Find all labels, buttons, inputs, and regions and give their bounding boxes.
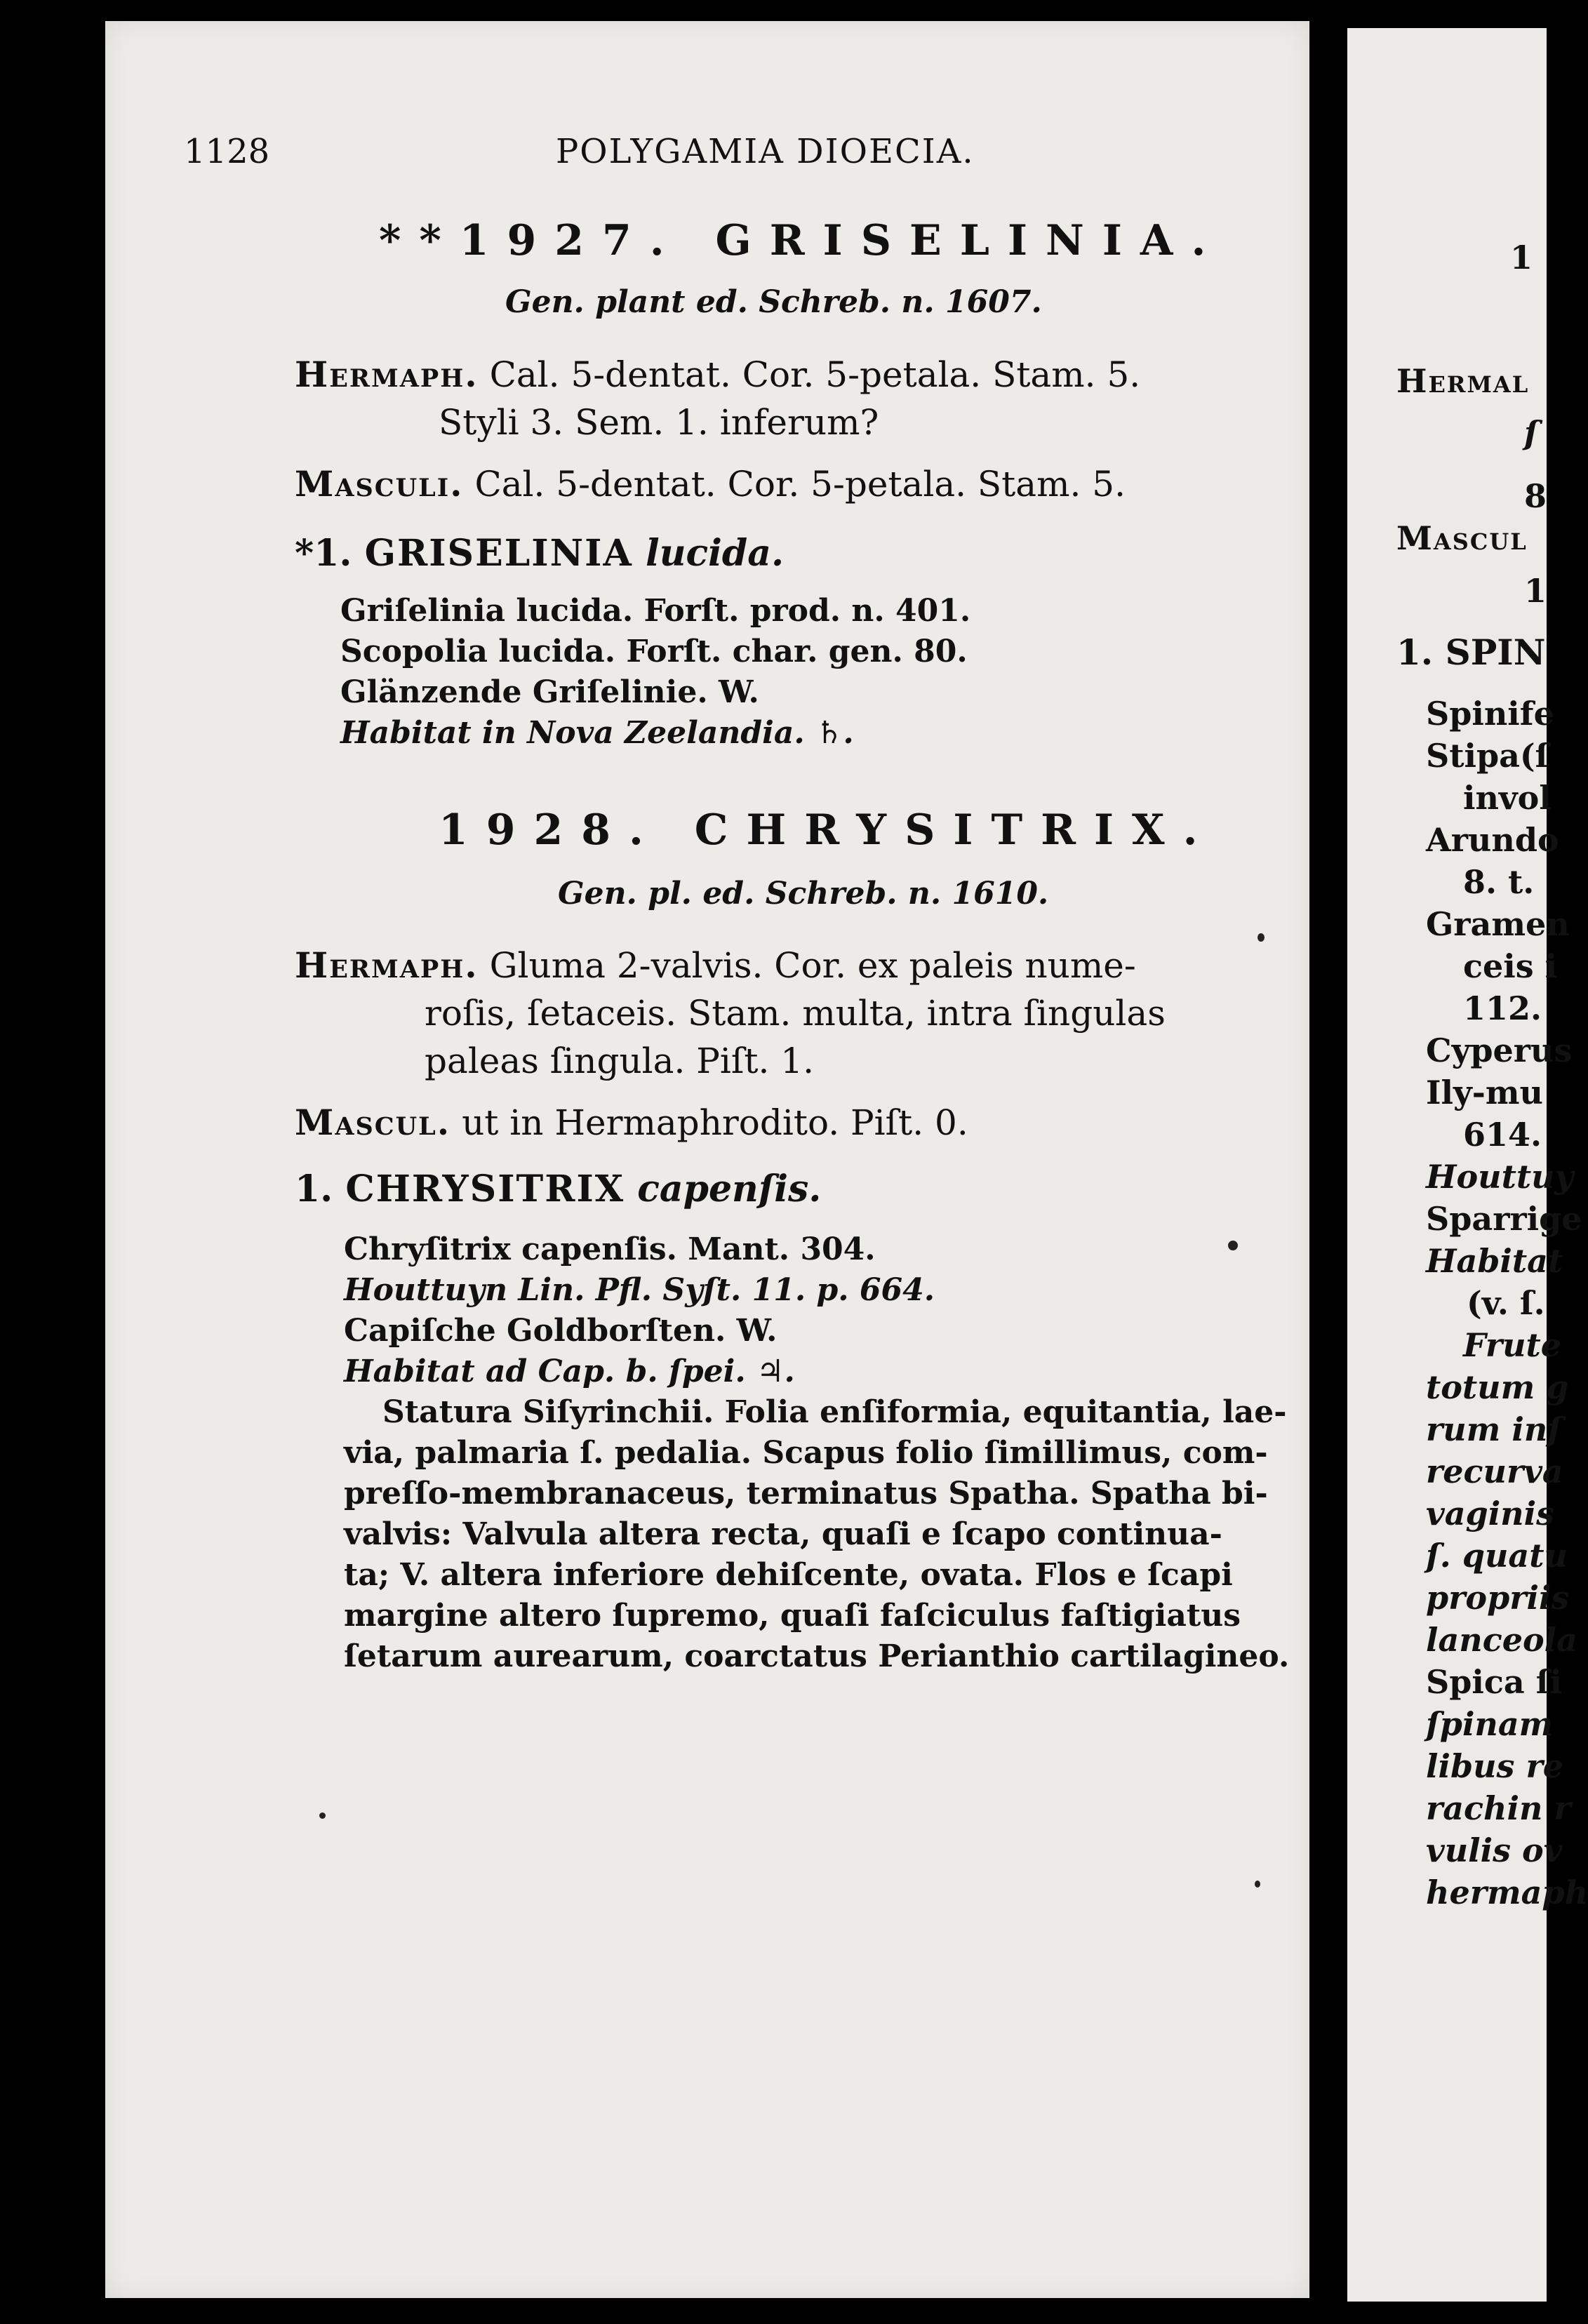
- habitat-line: Habitat ad Cap. b. ſpei. ♃.: [344, 1354, 795, 1389]
- right-line: 8: [1524, 477, 1547, 515]
- right-line: Stipa(ſ: [1426, 737, 1549, 775]
- page-number: 1128: [184, 132, 270, 171]
- description-line: ta; V. altera inferiore dehiſcente, ovata. Flos e ſcapi: [344, 1557, 1233, 1593]
- synonym-line: Griſelinia lucida. Forſt. prod. n. 401.: [340, 593, 971, 629]
- synonym-line: Chryſitrix capenſis. Mant. 304.: [344, 1231, 876, 1267]
- synonym-line: Glänzende Griſelinie. W.: [340, 674, 759, 710]
- species-epithet: capenſis.: [637, 1168, 822, 1210]
- masculi-character-griselinia: [295, 460, 1126, 508]
- right-line: Sparrige: [1426, 1200, 1582, 1238]
- synonym-line: Houttuyn Lin. Pfl. Syſt. 11. p. 664.: [344, 1272, 935, 1308]
- right-line: Frute: [1463, 1326, 1562, 1364]
- right-line: rachin r: [1426, 1789, 1571, 1827]
- habitat-line: Habitat in Nova Zeelandia. ♄.: [340, 715, 854, 751]
- hermaph-label: Hermaph.: [295, 944, 479, 986]
- right-line: libus re: [1426, 1747, 1563, 1785]
- genus-heading-chrysitrix: 1928. CHRYSITRIX.: [439, 806, 1216, 855]
- right-line: 112.: [1463, 989, 1542, 1027]
- species-epithet: lucida.: [645, 532, 785, 575]
- hermaph-label: Hermaph.: [295, 354, 479, 395]
- right-line: 1: [1524, 572, 1547, 610]
- genus-heading-griselinia: **1927. GRISELINIA.: [379, 216, 1225, 265]
- right-line: (v. ſ.: [1467, 1284, 1545, 1322]
- right-line: Houttuy: [1426, 1158, 1574, 1196]
- genus-reference-griselinia: Gen. plant ed. Schreb. n. 1607.: [505, 284, 1042, 320]
- right-line: 1. SPIN: [1396, 632, 1546, 673]
- species-griselinia-lucida: [295, 532, 784, 575]
- scan-speck: [1228, 1241, 1238, 1250]
- right-line: Ily-mu: [1426, 1074, 1543, 1111]
- masculi-text: Cal. 5-dentat. Cor. 5-petala. Stam. 5.: [474, 464, 1126, 505]
- right-line: totum g: [1426, 1368, 1569, 1406]
- hermaph-character-chrysitrix: [295, 942, 1136, 989]
- right-line: vaginis: [1426, 1495, 1554, 1532]
- description-line: preſſo-membranaceus, terminatus Spatha. Spatha bi-: [344, 1476, 1268, 1511]
- species-number: *1.: [295, 532, 352, 575]
- right-line: Spinife: [1426, 695, 1554, 733]
- right-line: Mascul: [1396, 519, 1528, 557]
- hermaph-character-griselinia: [295, 351, 1140, 399]
- mascul-text: ut in Hermaphrodito. Piſt. 0.: [462, 1102, 968, 1143]
- right-line: vulis ov: [1426, 1831, 1563, 1869]
- description-line: ſetarum aurearum, coarctatus Perianthio cartilagineo.: [344, 1638, 1290, 1674]
- hermaph-line-1: Cal. 5-dentat. Cor. 5-petala. Stam. 5.: [489, 354, 1141, 395]
- running-title: POLYGAMIA DIOECIA.: [556, 132, 975, 171]
- species-genus: GRISELINIA: [364, 532, 633, 575]
- hermaph-line-2-chrysitrix: roſis, ſetaceis. Stam. multa, intra ſingulas: [425, 993, 1166, 1034]
- right-line: ſ: [1524, 414, 1538, 452]
- masculi-label: Masculi.: [295, 463, 464, 505]
- scan-speck: [1257, 933, 1265, 942]
- right-line: ceis i: [1463, 947, 1558, 985]
- species-number: 1.: [295, 1168, 333, 1210]
- species-chrysitrix-capensis: [295, 1168, 821, 1210]
- right-line: 1: [1510, 239, 1533, 276]
- right-line: 614.: [1463, 1116, 1542, 1154]
- right-line: recurva: [1426, 1452, 1563, 1490]
- species-genus: CHRYSITRIX: [345, 1168, 625, 1210]
- right-line: propriis: [1426, 1579, 1570, 1617]
- right-page-fragment: [1347, 28, 1588, 2302]
- description-line: Statura Siſyrinchii. Folia enſiformia, equitantia, lae-: [382, 1394, 1287, 1430]
- scan-speck: [1255, 1881, 1260, 1888]
- right-line: Habitat: [1426, 1242, 1563, 1280]
- description-line: margine altero ſupremo, quaſi faſciculus faſtigiatus: [344, 1598, 1241, 1634]
- right-line: Hermal: [1396, 362, 1530, 400]
- right-line: ſ. quatu: [1426, 1537, 1568, 1575]
- right-line: lanceola: [1426, 1621, 1577, 1659]
- right-line: Spica ſi: [1426, 1663, 1562, 1701]
- right-line: hermaph: [1426, 1874, 1588, 1911]
- description-line: valvis: Valvula altera recta, quaſi e ſcapo continua-: [344, 1516, 1222, 1552]
- mascul-character-chrysitrix: [295, 1099, 968, 1147]
- scan-speck: [319, 1812, 326, 1819]
- mascul-label: Mascul.: [295, 1102, 451, 1143]
- description-line: via, palmaria ſ. pedalia. Scapus folio ſimillimus, com-: [344, 1435, 1268, 1471]
- right-line: 8. t.: [1463, 863, 1535, 901]
- running-head: [184, 132, 975, 171]
- right-line: rum inſ: [1426, 1410, 1562, 1448]
- right-line: Arundo: [1426, 821, 1559, 859]
- hermaph-line-3-chrysitrix: paleas ſingula. Piſt. 1.: [425, 1041, 814, 1081]
- genus-reference-chrysitrix: Gen. pl. ed. Schreb. n. 1610.: [558, 876, 1049, 911]
- hermaph-line-1: Gluma 2-valvis. Cor. ex paleis nume-: [489, 945, 1136, 986]
- right-line: ſpinam: [1426, 1705, 1554, 1743]
- right-line: Cyperus: [1426, 1031, 1573, 1069]
- right-line: Gramen: [1426, 905, 1570, 943]
- synonym-line: Capiſche Goldborſten. W.: [344, 1313, 778, 1349]
- hermaph-line-2-griselinia: Styli 3. Sem. 1. inferum?: [439, 402, 879, 443]
- right-line: invol: [1463, 779, 1552, 817]
- synonym-line: Scopolia lucida. Forſt. char. gen. 80.: [340, 634, 968, 669]
